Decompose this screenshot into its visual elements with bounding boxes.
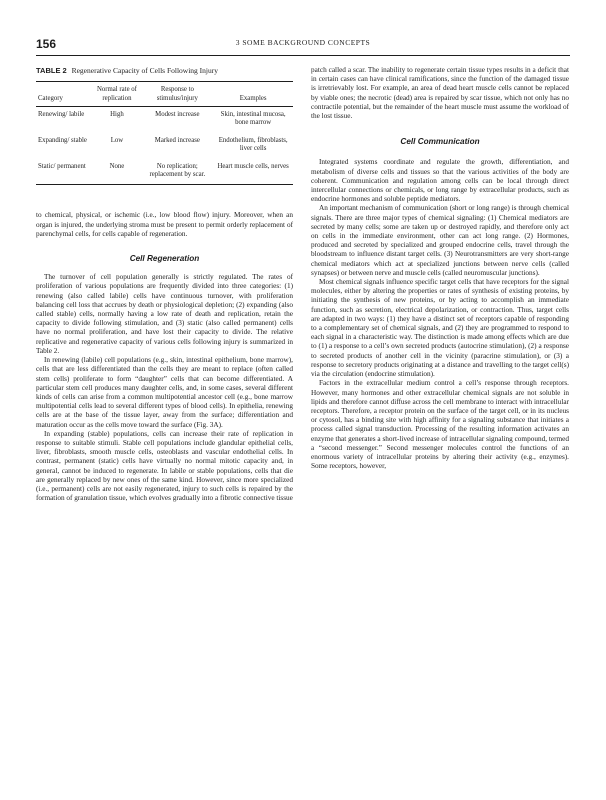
- table-cell: Static/ permanent: [38, 162, 86, 170]
- section-heading-cell-regeneration: Cell Regeneration: [129, 254, 200, 264]
- table-cell: Marked increase: [154, 136, 200, 144]
- col-header-examples: Examples: [213, 82, 293, 107]
- left-column: [36, 66, 293, 503]
- paragraph: Factors in the extracellular medium control a cell’s response through receptors. However, many hormones and other extracellular chemical signals are not soluble in lipids and therefore cannot diffuse across the cell membrane to interact with intracellular receptors. Therefore, a receptor protein on the surface of the target cell, or in its nucleus or cytosol, has a binding site with high affinity for a signaling substance that initiates a process called signal transduction. Processing of the resulting information activates an enzyme that generates a short-lived increase of intracellular signaling compound, termed a “second messenger.” Second messenger molecules control the functions of an enormous variety of intracellular proteins by altering their activity (e.g., enzymes). Some receptors, however,: [311, 379, 569, 471]
- table-row: [36, 159, 293, 185]
- running-head: 3 SOME BACKGROUND CONCEPTS: [235, 38, 371, 47]
- table-cell: High: [110, 111, 124, 119]
- table-title: Regenerative Capacity of Cells Following Injury: [71, 66, 219, 75]
- table-cell: Heart muscle cells, nerves: [217, 162, 289, 170]
- paragraph: The turnover of cell population generally is strictly regulated. The rates of proliferation of various populations are frequently divided into three categories: (1) renewing (also called labile) cells have continuous turnover, with proliferation balancing cell loss that accrues by death or physiological depletion; (2) expanding (also called stable) cells, normally having a low rate of death and replication, retain the capacity to divide following stimulation, and (3) static (also called permanent) cells have no normal proliferation, and have lost their capacity to divide. The relative replicative and regenerative capacity of various cells following injury is summarized in Table 2.: [36, 273, 293, 355]
- page-header: [36, 37, 570, 56]
- regeneration-table: [36, 81, 293, 185]
- section-heading-cell-communication: Cell Communication: [400, 137, 480, 147]
- table-header-row: [36, 82, 293, 107]
- paragraph: patch called a scar. The inability to regenerate certain tissue types results in a deficit that in certain cases can have clinical ramifications, since the function of the damaged tissue is irretrievably lost. For example, an area of dead heart muscle cells cannot be replaced by viable ones; the necrotic (dead) area is repaired by scar tissue, which not only has no contractile potential, but the remainder of the heart muscle must assume the workload of the lost tissue.: [311, 66, 569, 121]
- table-cell: Endothelium, fibroblasts, liver cells: [218, 136, 288, 153]
- paragraph: In renewing (labile) cell populations (e.g., skin, intestinal epithelium, bone marrow), cells that are less differentiated than the cells they are meant to replace (often called stem cells) proliferate to form “daughter” cells that can become differentiated. A particular stem cell produces many daughter cells, and, in some cases, several different kinds of cells can arise from a common multipotential ancestor cell (e.g., bone marrow multipotential cells lead to several different types of blood cells). In epithelia, renewing cells are at the base of the tissue layer, away from the surface; differentiation and maturation occur as the cells move toward the surface (Fig. 3A).: [36, 356, 293, 429]
- page-number: 156: [36, 37, 57, 51]
- table-caption: [36, 66, 293, 75]
- paragraph: Integrated systems coordinate and regulate the growth, differentiation, and metabolism of diverse cells and tissues so that the various activities of the body are coherent. Communication and regulation among cells can be local through direct intercellular connections or chemicals, or long range by extracellular products, such as endocrine hormones and soluble peptide mediators.: [311, 158, 569, 204]
- table-row: [36, 107, 293, 133]
- table-cell: No replication; replacement by scar.: [149, 162, 206, 179]
- table-cell: Expanding/ stable: [38, 136, 87, 144]
- col-header-category: Category: [36, 82, 93, 107]
- table-cell: Renewing/ labile: [38, 111, 85, 119]
- table-cell: Skin, intestinal mucosa, bone marrow: [220, 111, 286, 127]
- table-cell: None: [109, 162, 125, 170]
- table-cell: Low: [110, 136, 124, 144]
- table-row: [36, 133, 293, 159]
- right-column: [311, 66, 569, 471]
- paragraph: An important mechanism of communication (short or long range) is through chemical signals. There are three major types of chemical signaling: (1) Chemical mediators are secreted by many cells; some are taken up or destroyed rapidly, and therefore only act on cells in the immediate environment, other can act long range. (2) Hormones, produced and secreted by specialized and grouped endocrine cells, travel through the bloodstream to influence distant target cells. (3) Neurotransmitters are very short-range chemical mediators which act at specialized junctions between nerve cells (called synapses) or between nerve and muscle cells (called neuromuscular junctions).: [311, 204, 569, 277]
- paragraph: to chemical, physical, or ischemic (i.e., low blood flow) injury. Moreover, when an organ is injured, the underlying stroma must be present to permit orderly replacement of parenchymal cells, for cells capable of regeneration.: [36, 211, 293, 238]
- paragraph: In expanding (stable) populations, cells can increase their rate of replication in response to suitable stimuli. Stable cell populations include glandular epithelial cells, liver, fibroblasts, smooth muscle cells, osteoblasts and vascular endothelial cells. In contrast, permanent (static) cells have virtually no normal mitotic capacity and, in general, cannot be induced to regenerate. In labile or stable populations, cells that die are generally replaced by new ones of the same kind. However, since more specialized (i.e., permanent) cells are not easily regenerated, injury to such cells is repaired by the formation of granulation tissue, which evolves gradually into a fibrotic connective tissue: [36, 429, 293, 503]
- col-header-replication: Normal rate of replication: [93, 82, 142, 107]
- table-cell: Modest increase: [155, 111, 200, 119]
- paragraph: Most chemical signals influence specific target cells that have receptors for the signal molecules, either by altering the properties or rates of synthesis of existing proteins, by initiating the synthesis of new proteins, or by acting to accomplish an immediate function, such as secretion, electrical depolarization, or contraction. Thus, target cells are adapted in two ways: (1) they have a distinct set of receptors capable of responding to a complementary set of chemical signals, and (2) they are programmed to respond to each signal in a characteristic way. The distinction is made among effects which are due to (1) a response to a cell’s own secreted products (autocrine stimulation), (2) a response to secreted products of another cell in the vicinity (paracrine stimulation), or (3) a response to secretory products originating at a distance and travelling to the target cell(s) via the circulation (endocrine stimulation).: [311, 278, 569, 379]
- table-label: TABLE 2: [36, 66, 67, 75]
- col-header-response: Response to stimulus/injury: [141, 82, 213, 107]
